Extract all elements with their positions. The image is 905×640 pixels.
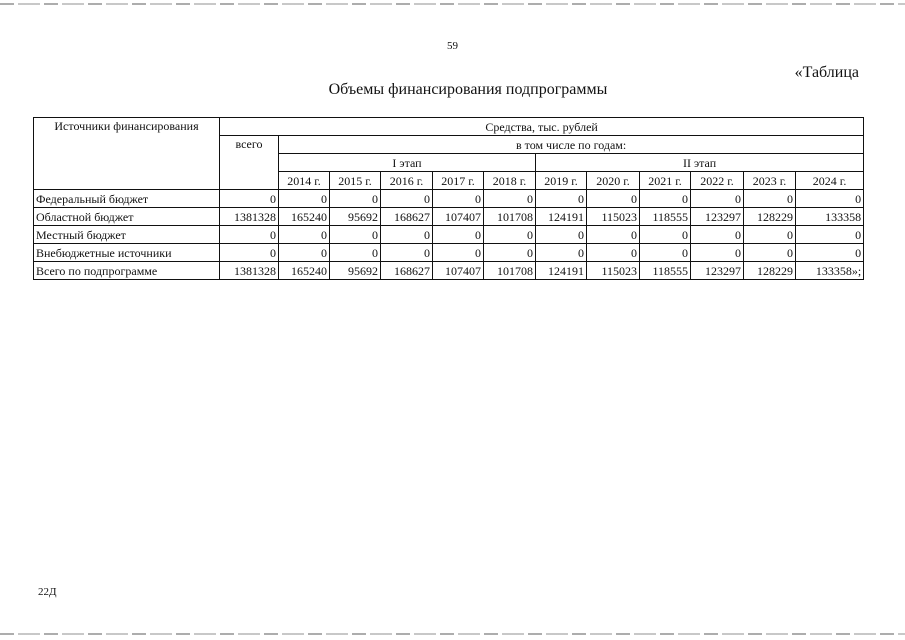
row-value: 0 — [587, 244, 640, 262]
year-header: 2014 г. — [279, 172, 330, 190]
year-header: 2015 г. — [330, 172, 381, 190]
row-value: 0 — [279, 244, 330, 262]
row-value: 165240 — [279, 262, 330, 280]
row-total: 0 — [220, 244, 279, 262]
row-value: 115023 — [587, 208, 640, 226]
row-value: 0 — [744, 226, 796, 244]
row-value: 0 — [433, 226, 484, 244]
row-value: 0 — [536, 226, 587, 244]
year-header: 2021 г. — [640, 172, 691, 190]
year-header: 2019 г. — [536, 172, 587, 190]
table-row-local — [34, 226, 864, 244]
row-value: 128229 — [744, 208, 796, 226]
row-value: 0 — [484, 190, 536, 208]
row-value: 0 — [640, 226, 691, 244]
row-source: Областной бюджет — [34, 208, 220, 226]
row-value: 123297 — [691, 208, 744, 226]
header-total: всего — [220, 136, 279, 190]
row-value: 128229 — [744, 262, 796, 280]
table-row-extrabudgetary — [34, 244, 864, 262]
row-value: 0 — [330, 244, 381, 262]
row-value: 124191 — [536, 208, 587, 226]
header-row-1 — [34, 118, 864, 136]
row-value: 0 — [433, 190, 484, 208]
year-header: 2018 г. — [484, 172, 536, 190]
row-value: 123297 — [691, 262, 744, 280]
row-value: 0 — [587, 226, 640, 244]
row-value: 0 — [381, 244, 433, 262]
row-value: 0 — [536, 190, 587, 208]
year-header: 2022 г. — [691, 172, 744, 190]
row-value: 0 — [279, 226, 330, 244]
row-value: 0 — [691, 226, 744, 244]
row-value: 165240 — [279, 208, 330, 226]
table-row-regional — [34, 208, 864, 226]
header-by-years: в том числе по годам: — [279, 136, 864, 154]
year-header: 2024 г. — [796, 172, 864, 190]
page-number: 59 — [447, 40, 458, 52]
year-header: 2023 г. — [744, 172, 796, 190]
table-label: «Таблица — [794, 64, 859, 81]
header-stage-2: II этап — [536, 154, 864, 172]
row-value: 0 — [796, 226, 864, 244]
row-value: 0 — [587, 190, 640, 208]
header-funds: Средства, тыс. рублей — [220, 118, 864, 136]
row-value: 0 — [796, 190, 864, 208]
row-value: 0 — [744, 244, 796, 262]
row-value: 0 — [279, 190, 330, 208]
row-value: 0 — [381, 226, 433, 244]
table-row-total — [34, 262, 864, 280]
document-title: Объемы финансирования подпрограммы — [328, 81, 608, 98]
row-value: 107407 — [433, 208, 484, 226]
row-value: 124191 — [536, 262, 587, 280]
row-source: Местный бюджет — [34, 226, 220, 244]
row-value: 168627 — [381, 262, 433, 280]
footer-code: 22Д — [38, 586, 57, 598]
row-source: Всего по подпрограмме — [34, 262, 220, 280]
row-value: 0 — [330, 226, 381, 244]
year-header: 2017 г. — [433, 172, 484, 190]
header-sources: Источники финансирования — [34, 118, 220, 190]
scan-edge-bottom — [0, 633, 905, 635]
table-row-federal — [34, 190, 864, 208]
row-total: 0 — [220, 226, 279, 244]
row-value: 101708 — [484, 208, 536, 226]
row-value: 168627 — [381, 208, 433, 226]
row-value: 133358 — [796, 208, 864, 226]
row-value: 107407 — [433, 262, 484, 280]
row-total: 0 — [220, 190, 279, 208]
row-value: 0 — [691, 244, 744, 262]
row-value: 0 — [433, 244, 484, 262]
row-value: 115023 — [587, 262, 640, 280]
row-source: Внебюджетные источники — [34, 244, 220, 262]
row-value: 0 — [330, 190, 381, 208]
year-header: 2020 г. — [587, 172, 640, 190]
row-total: 1381328 — [220, 208, 279, 226]
row-value: 133358»; — [796, 262, 864, 280]
financing-table — [33, 117, 864, 280]
row-value: 0 — [744, 190, 796, 208]
row-value: 0 — [640, 190, 691, 208]
row-value: 0 — [484, 226, 536, 244]
row-source: Федеральный бюджет — [34, 190, 220, 208]
row-value: 95692 — [330, 208, 381, 226]
row-value: 0 — [536, 244, 587, 262]
year-header: 2016 г. — [381, 172, 433, 190]
scan-edge-top — [0, 3, 905, 5]
row-value: 118555 — [640, 208, 691, 226]
row-value: 0 — [381, 190, 433, 208]
row-value: 0 — [640, 244, 691, 262]
row-total: 1381328 — [220, 262, 279, 280]
row-value: 0 — [796, 244, 864, 262]
row-value: 95692 — [330, 262, 381, 280]
row-value: 0 — [691, 190, 744, 208]
row-value: 101708 — [484, 262, 536, 280]
header-stage-1: I этап — [279, 154, 536, 172]
row-value: 0 — [484, 244, 536, 262]
row-value: 118555 — [640, 262, 691, 280]
